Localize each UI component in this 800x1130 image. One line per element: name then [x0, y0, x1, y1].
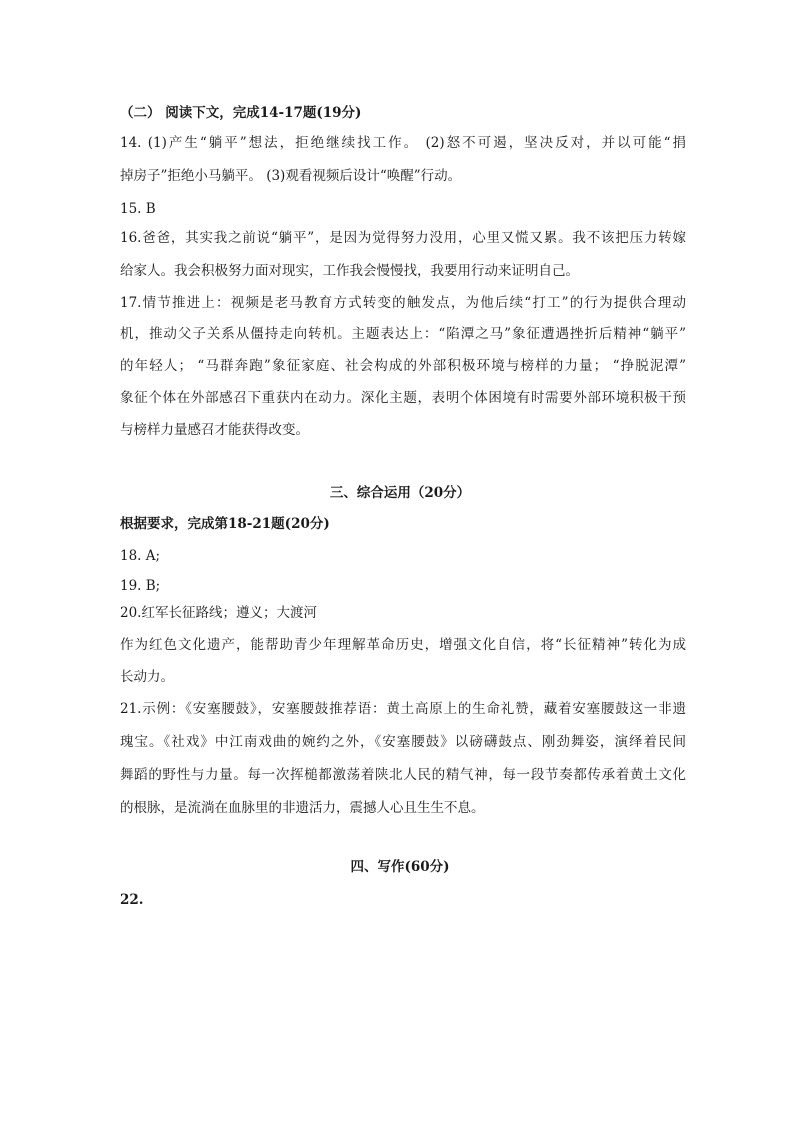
answer-20-line-2: 作为红色文化遗产，能帮助青少年理解革命历史，增强文化自信，将“长征精神”转化为成 — [120, 637, 686, 653]
answer-17-line-5: 与榜样力量感召才能获得改变。 — [120, 422, 309, 438]
answer-17-line-3: 的年轻人； “马群奔跑”象征家庭、社会构成的外部积极环境与榜样的力量； “挣脱泥潭” — [120, 358, 686, 374]
question-22: 22. — [120, 892, 144, 908]
answer-21-line-1: 21.示例：《安塞腰鼓》，安塞腰鼓推荐语：黄土高原上的生命礼赞，藏着安塞腰鼓这一非遗 — [120, 701, 686, 717]
section-4-title: 四、写作(60分) — [350, 859, 450, 875]
answer-17-line-2: 机，推动父子关系从僵持走向转机。主题表达上：“陷潭之马”象征遭遇挫折后精神“躺平” — [120, 326, 686, 342]
answer-17-line-4: 象征个体在外部感召下重获内在动力。深化主题，表明个体困境有时需要外部环境积极干预 — [120, 390, 686, 406]
answer-17-line-1: 17.情节推进上：视频是老马教育方式转变的触发点，为他后续“打工”的行为提供合理动 — [120, 295, 686, 311]
section-2-heading: （二） 阅读下文，完成14-17题(19分) — [120, 105, 362, 121]
answer-21-line-2: 瑰宝。《社戏》中江南戏曲的婉约之外，《安塞腰鼓》以磅礴鼓点、刚劲舞姿，演绎着民间 — [120, 734, 686, 750]
answer-15: 15. B — [120, 201, 156, 217]
answer-14-line-1: 14. (1)产生“躺平”想法，拒绝继续找工作。 (2)怒不可遏，坚决反对，并以可能“捐 — [120, 135, 686, 151]
section-3-title: 三、综合运用（20分） — [329, 485, 471, 501]
answer-20-line-3: 长动力。 — [120, 669, 174, 685]
section-3-subheading: 根据要求，完成第18-21题(20分) — [120, 516, 330, 532]
answer-14-line-2: 掉房子”拒绝小马躺平。 (3)观看视频后设计“唤醒”行动。 — [120, 168, 462, 184]
answer-21-line-3: 舞蹈的野性与力量。每一次挥槌都激荡着陕北人民的精气神，每一段节奏都传承着黄土文化 — [120, 767, 686, 783]
answer-20-line-1: 20.红军长征路线；遵义；大渡河 — [120, 605, 317, 621]
answer-19: 19. B; — [120, 578, 161, 594]
answer-16-line-1: 16.爸爸，其实我之前说“躺平”，是因为觉得努力没用，心里又慌又累。我不该把压力转嫁 — [120, 230, 686, 246]
answer-16-line-2: 给家人。我会积极努力面对现实，工作我会慢慢找，我要用行动来证明自己。 — [120, 263, 579, 279]
answer-18: 18. A; — [120, 548, 161, 564]
answer-21-line-4: 的根脉，是流淌在血脉里的非遗活力，震撼人心且生生不息。 — [120, 800, 485, 816]
